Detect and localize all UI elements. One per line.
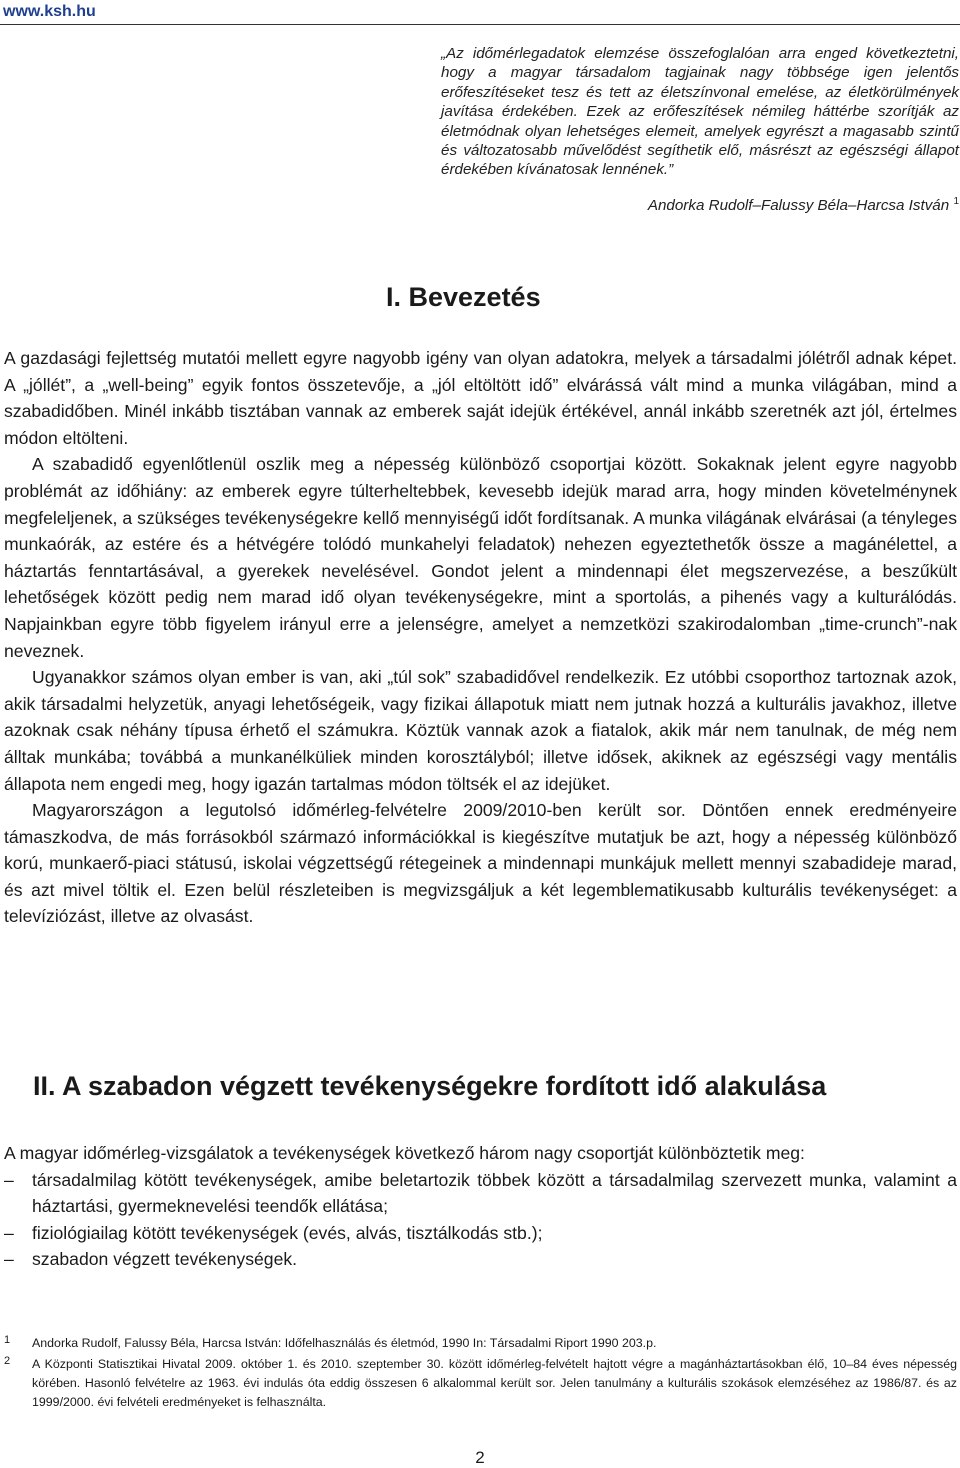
footnote-number: 1 [4,1334,11,1346]
site-url-link[interactable]: www.ksh.hu [3,3,96,20]
paragraph: A szabadidő egyenlőtlenül oszlik meg a népesség különböző csoportjai között. Sokaknak jelent egyre nagyobb problémát az időhiány: az emberek egyre túlterheltebbek, kevesebb idejük marad arra, hogy minden követelménynek megfeleljenek, a szükséges tevékenységekre kellő mennyiségű időt fordítsanak. A munka világának elvárásai (a tényleges munkaórák, az estére és a hétvégére tolódó munkahelyi feladatok) nehezen egyeztethetők össze a magánélettel, a háztartás fenntartásával, a gyerekek nevelésével. Gondot jelent a mindennapi élet megszervezése, a beszűkült lehetőségek között pedig nem marad idő olyan tevékenységekre, mint a sportolás, a pihenés vagy a kulturálódás. Napjainkban egyre több figyelem irányul erre a jelenségre, amelyet a nemzetközi szakirodalomban „time-crunch”-nak neveznek. [4,454,957,661]
introduction-body [4,345,957,930]
footnote-text: Andorka Rudolf, Falussy Béla, Harcsa István: Időfelhasználás és életmód, 1990 In: Társadalmi Riport 1990 203.p. [32,1336,657,1350]
section2-body [4,1140,957,1273]
activity-groups-list [4,1167,957,1273]
attribution-authors: Andorka Rudolf–Falussy Béla–Harcsa István [647,197,950,215]
section-heading-introduction: I. Bevezetés [386,282,541,312]
footnote-text: A Központi Statisztikai Hivatal 2009. október 1. és 2010. szeptember 30. között időmérleg-felvételt hajtott végre a magánháztartásokban élő, 10–84 éves népesség körében. Hasonló felvételre az 1963. évi indulás óta eddig összesen 6 alkalommal került sor. Jelen tanulmány a kulturális szokások elemzéséhez az 1986/87. és az 1999/2000. évi felvételi eredményeket is felhasználta. [32,1357,957,1409]
paragraph: Ugyanakkor számos olyan ember is van, aki „túl sok” szabadidővel rendelkezik. Ez utóbbi csoporthoz tartoznak azok, akik társadalmi helyzetük, anyagi lehetőségeik, vagy fizikai állapotuk miatt nem jutnak hozzá a kulturális javakhoz, illetve azoknak csak néhány típusa érhető el számukra. Köztük vannak azok a fiatalok, akik már nem tanulnak, de még nem álltak munkába; továbbá a munkanélküliek minden korosztályból; illetve idősek, akiknek az egészségi vagy mentális állapota nem engedi meg, hogy igazán tartalmas módon töltsék el az idejüket. [4,667,957,794]
paragraph: A magyar időmérleg-vizsgálatok a tevékenységek következő három nagy csoportját különböztetik meg: [4,1143,805,1163]
site-header [0,0,960,28]
footnote [4,1355,957,1412]
paragraph: A gazdasági fejlettség mutatói mellett egyre nagyobb igény van olyan adatokra, melyek a társadalmi jólétről adnak képet. A „jóllét”, a „well-being” egyik fontos összetevője, a „jól eltöltött idő” elvárássá vált mind a munka világában, mind a szabadidőben. Minél inkább tisztában vannak az emberek saját idejük értékével, annál inkább szeretnék azt jól, értelmes módon eltölteni. [4,348,957,448]
list-item: – társadalmilag kötött tevékenységek, amibe beletartozik többek között a társadalmilag szervezett munka, valamint a háztartási, gyermeknevelési teendők ellátása; [4,1167,957,1220]
footnote-number: 2 [4,1355,11,1367]
footnote [4,1334,957,1353]
list-item: – fiziológiailag kötött tevékenységek (evés, alvás, tisztálkodás stb.); [4,1220,957,1247]
section-heading-free-time: II. A szabadon végzett tevékenységekre fordított idő alakulása [33,1071,827,1101]
epigraph-quote: „Az időmérlegadatok elemzése összefoglalóan arra enged következtetni, hogy a magyar társadalom tagjainak nagy többsége igen jelentős erőfeszítéseket tesz és tett az életszínvonal emelése, az életkörülmények javítása érdekében. Ezek az erőfeszítések némileg háttérbe szorítják az életmódnak olyan lehetséges elemeit, amelyek egyrészt a magasabb szintű és változatosabb művelődést segíthetik elő, másrészt az egészségi állapot érdekében kívánatosak lennének.” [441,45,959,179]
header-divider [0,24,960,25]
page-number: 2 [475,1448,485,1467]
epigraph-attribution [441,196,959,214]
list-item: – szabadon végzett tevékenységek. [4,1246,957,1273]
footnote-ref-1: 1 [953,196,959,207]
footnotes [4,1334,957,1414]
paragraph: Magyarországon a legutolsó időmérleg-felvételre 2009/2010-ben került sor. Döntően ennek eredményeire támaszkodva, de más forrásokból származó információkkal is kiegészítve mutatjuk be azt, hogy a népesség különböző korú, munkaerő-piaci státusú, iskolai végzettségű rétegeinek a mindennapi munkájuk mellett mennyi szabadideje marad, és azt mivel töltik el. Ezen belül részleteiben is megvizsgáljuk a két legemblematikusabb kulturális tevékenységet: a televíziózást, illetve az olvasást. [4,800,957,927]
